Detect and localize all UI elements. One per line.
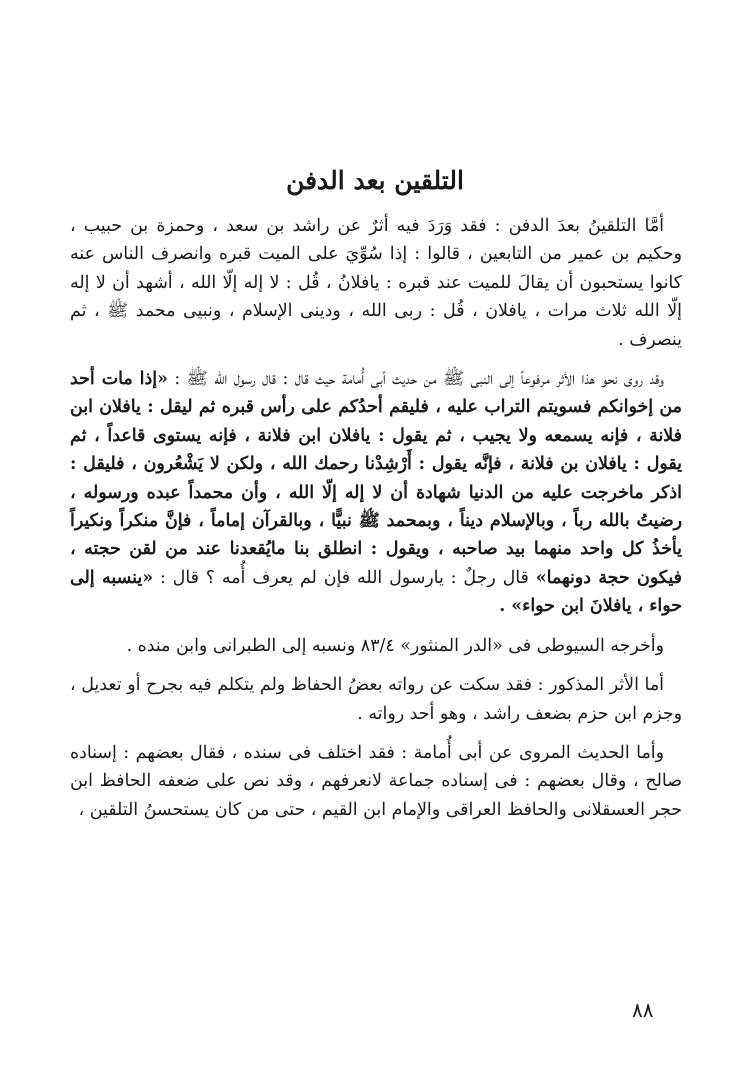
paragraph-gap <box>70 621 682 632</box>
paragraph-gap <box>70 660 682 671</box>
hadith-text: «إذا مات أحد من إخوانكم فسويتم التراب عليه ، فليقم أحدُكم على رأس قبره ثم ليقل : يافلان ابن فلانة ، فإنه يسمعه ولا يجيب ، ثم يقول : يافلان ابن فلانة ، فإنه يستوى قاعداً ، ثم يقول : يافلان بن فلانة ، فإنَّه يقول : أَرْشِدْنا رحمك الله ، ولكن لا يَشْعُرون ، فليقل : اذكر ماخرجت عليه من الدنيا شهادة أن لا إله إلّا الله ، وأن محمداً عبده ورسوله ، رضيتُ بالله رباً ، وبالإسلام ديناً ، وبمحمد ﷺ نبيًّا ، وبالقرآن إماماً ، فإنَّ منكراً ونكيراً يأخذُ كل واحد منهما بيد صاحبه ، ويقول : انطلق بنا مايُقعدنا عند من لقن حجته ، فيكون حجة دونهما» <box>70 369 682 588</box>
paragraph-takhrij: وأخرجه السيوطى فى «الدر المنثور» ٨٣/٤ ونسبه إلى الطبرانى وابن منده . <box>126 635 664 656</box>
paragraph-gap <box>70 728 682 739</box>
page-number: ٨٨ <box>632 998 654 1022</box>
paragraph-athar-grading: أما الأثر المذكور : فقد سكت عن رواته بعضُ الحفاظ ولم يتكلم فيه بجرح أو تعديل ، وجزم ابن حزم بضعف راشد ، وهو أحد رواته . <box>70 675 682 724</box>
section-title: التلقين بعد الدفن <box>286 166 464 195</box>
hadith-answer: «ينسبه إلى حواء ، يافلانَ ابن حواء» . <box>70 567 682 617</box>
hadith-question: قال رجلٌ : يارسول الله فإن لم يعرف أُمه ؟ قال : <box>153 567 536 588</box>
paragraph-hadith-abu-umama <box>70 365 682 621</box>
paragraph-talqin-athar: أمَّا التلقينُ بعدَ الدفن : فقد وَرَدَ فيه أثرٌ عن راشد بن سعد ، وحمزة بن حبيب ، وحكيم بن عمير من التابعين ، قالوا : إذا سُوِّيَ على الميت قبره وانصرف الناس عنه كانوا يستحبون أن يقالَ للميت عند قبره : يافلانُ ، قُل : لا إله إلّا الله ، أشهد أن لا إله إلّا الله ثلاث مرات ، يافلان ، قُل : ربى الله ، ودينى الإسلام ، ونبيى محمد ﷺ ، ثم ينصرف . <box>70 216 682 350</box>
paragraph-gap <box>70 354 682 365</box>
body-text <box>70 212 682 824</box>
hadith-intro: وقد روى نحو هذا الأثر مرفوعاً إلى النبى ﷺ من حديث أبى أُمامة حيث قال : قال رسول الله ﷺ : <box>167 369 664 390</box>
paragraph-hadith-grading: وأما الحديث المروى عن أبى أُمامة : فقد اختلف فى سنده ، فقال بعضهم : إسناده صالح ، وقال بعضهم : فى إسناده جماعة لانعرفهم ، وقد نص على ضعفه الحافظ ابن حجر العسقلانى والحافظ العراقى والإمام ابن القيم ، حتى من كان يستحسنُ التلقين ، <box>70 742 682 820</box>
